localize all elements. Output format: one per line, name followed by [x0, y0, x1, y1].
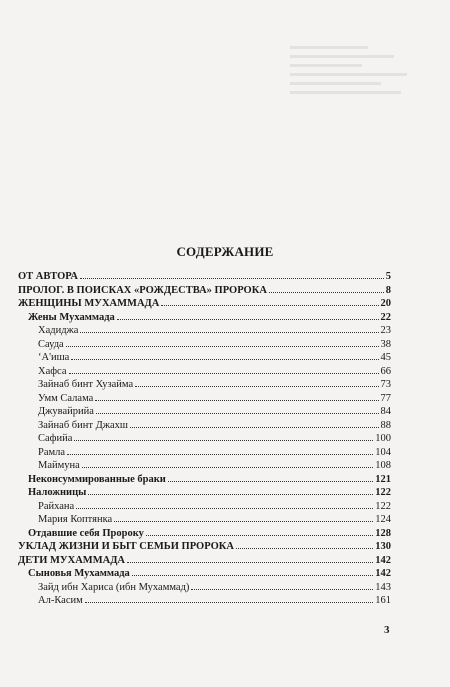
toc-entry-title: Сафийа: [38, 433, 73, 444]
toc-entry[interactable]: [18, 283, 391, 297]
toc-entry-page: 66: [380, 365, 391, 377]
toc-entry-page: 88: [380, 419, 391, 431]
toc-entry-page: 22: [380, 311, 391, 323]
toc-entry-page: 100: [375, 433, 391, 444]
toc-entry-page: 38: [380, 338, 391, 350]
toc-entry[interactable]: [18, 296, 391, 310]
toc-entry-title: УКЛАД ЖИЗНИ И БЫТ СЕМЬИ ПРОРОКА: [18, 541, 234, 552]
toc-entry[interactable]: [18, 269, 391, 283]
toc-entry-page: 121: [375, 473, 391, 485]
toc-entry[interactable]: [18, 593, 391, 607]
toc-entry[interactable]: [18, 566, 391, 580]
toc-entry[interactable]: [18, 526, 391, 540]
page-title: СОДЕРЖАНИЕ: [176, 244, 274, 259]
toc-entry-title: Умм Салама: [38, 392, 94, 404]
toc-entry-title: Зайнаб бинт Джахш: [38, 419, 128, 431]
toc-entry[interactable]: [18, 337, 391, 351]
toc-entry-page: 45: [380, 352, 391, 363]
toc-entry-title: Маймуна: [38, 460, 80, 471]
dot-leader: [130, 418, 379, 428]
dot-leader: [161, 296, 378, 306]
toc-entry-title: Хафса: [38, 365, 67, 377]
toc-entry[interactable]: [18, 431, 391, 445]
dot-leader: [80, 323, 378, 333]
toc-entry[interactable]: [18, 539, 391, 553]
toc-entry[interactable]: [18, 553, 391, 567]
dot-leader: [95, 391, 378, 401]
toc-entry-page: 108: [375, 460, 391, 471]
toc-entry-page: 124: [375, 514, 391, 525]
toc-entry-title: Мария Коптянка: [38, 514, 113, 525]
dot-leader: [74, 431, 373, 441]
toc-entry-page: 5: [385, 271, 391, 282]
toc-entry-title: ДЕТИ МУХАММАДА: [18, 554, 126, 566]
table-of-contents: [18, 269, 391, 607]
toc-entry[interactable]: [18, 418, 391, 432]
toc-entry[interactable]: [18, 580, 391, 594]
toc-entry-title: Неконсуммированные браки: [28, 473, 166, 485]
toc-entry-page: 143: [375, 581, 391, 593]
toc-entry-title: ЖЕНЩИНЫ МУХАММАДА: [18, 298, 160, 309]
dot-leader: [67, 445, 373, 455]
toc-entry-title: ʻА'иша: [38, 352, 70, 363]
toc-entry[interactable]: [18, 485, 391, 499]
dot-leader: [88, 485, 373, 495]
toc-entry-page: 130: [375, 541, 391, 552]
toc-entry[interactable]: [18, 445, 391, 459]
toc-entry-page: 142: [375, 554, 391, 566]
toc-entry-title: Отдавшие себя Пророку: [28, 527, 144, 539]
toc-entry-title: ОТ АВТОРА: [18, 271, 78, 282]
dot-leader: [146, 526, 373, 536]
toc-entry-page: 73: [380, 379, 391, 390]
toc-entry[interactable]: [18, 458, 391, 472]
toc-entry-page: 20: [380, 298, 391, 309]
dot-leader: [71, 350, 378, 360]
toc-entry-page: 84: [380, 406, 391, 417]
dot-leader: [236, 539, 373, 549]
dot-leader: [80, 269, 384, 279]
dot-leader: [66, 337, 379, 347]
toc-entry-title: Сауда: [38, 338, 64, 350]
toc-entry[interactable]: [18, 364, 391, 378]
toc-entry-page: 8: [385, 284, 391, 296]
bleed-through-text: [290, 40, 420, 210]
toc-entry-page: 128: [375, 527, 391, 539]
toc-entry-page: 104: [375, 446, 391, 458]
toc-entry[interactable]: [18, 391, 391, 405]
toc-entry[interactable]: [18, 472, 391, 486]
toc-entry-page: 122: [375, 500, 391, 512]
dot-leader: [191, 580, 373, 590]
toc-entry-page: 23: [380, 325, 391, 336]
toc-entry-title: Рамла: [38, 446, 66, 458]
toc-entry-title: Джувайрийа: [38, 406, 94, 417]
toc-entry[interactable]: [18, 404, 391, 418]
toc-entry[interactable]: [18, 310, 391, 324]
dot-leader: [117, 310, 379, 320]
toc-entry-title: Зайнаб бинт Хузайма: [38, 379, 134, 390]
dot-leader: [269, 283, 384, 293]
dot-leader: [127, 553, 373, 563]
dot-leader: [82, 458, 373, 468]
dot-leader: [114, 512, 373, 522]
toc-entry-page: 142: [375, 568, 391, 579]
toc-entry-title: Зайд ибн Хариса (ибн Мухаммад): [38, 581, 190, 593]
toc-entry-page: 161: [375, 595, 391, 606]
dot-leader: [69, 364, 379, 374]
dot-leader: [85, 593, 373, 603]
toc-entry[interactable]: [18, 512, 391, 526]
dot-leader: [132, 566, 373, 576]
dot-leader: [76, 499, 373, 509]
toc-entry[interactable]: [18, 377, 391, 391]
toc-entry-page: 77: [380, 392, 391, 404]
dot-leader: [135, 377, 378, 387]
toc-entry-title: Ал-Касим: [38, 595, 83, 606]
toc-entry-title: Сыновья Мухаммада: [28, 568, 130, 579]
toc-entry[interactable]: [18, 499, 391, 513]
page-number: 3: [384, 624, 390, 636]
dot-leader: [96, 404, 379, 414]
dot-leader: [168, 472, 373, 482]
toc-entry-page: 122: [375, 487, 391, 498]
toc-entry-title: ПРОЛОГ. В ПОИСКАХ «РОЖДЕСТВА» ПРОРОКА: [18, 284, 267, 296]
toc-entry-title: Жены Мухаммада: [28, 311, 115, 323]
toc-entry-title: Хадиджа: [38, 325, 79, 336]
toc-entry-title: Наложницы: [28, 487, 87, 498]
toc-entry[interactable]: [18, 350, 391, 364]
toc-entry-title: Райхана: [38, 500, 75, 512]
toc-entry[interactable]: [18, 323, 391, 337]
